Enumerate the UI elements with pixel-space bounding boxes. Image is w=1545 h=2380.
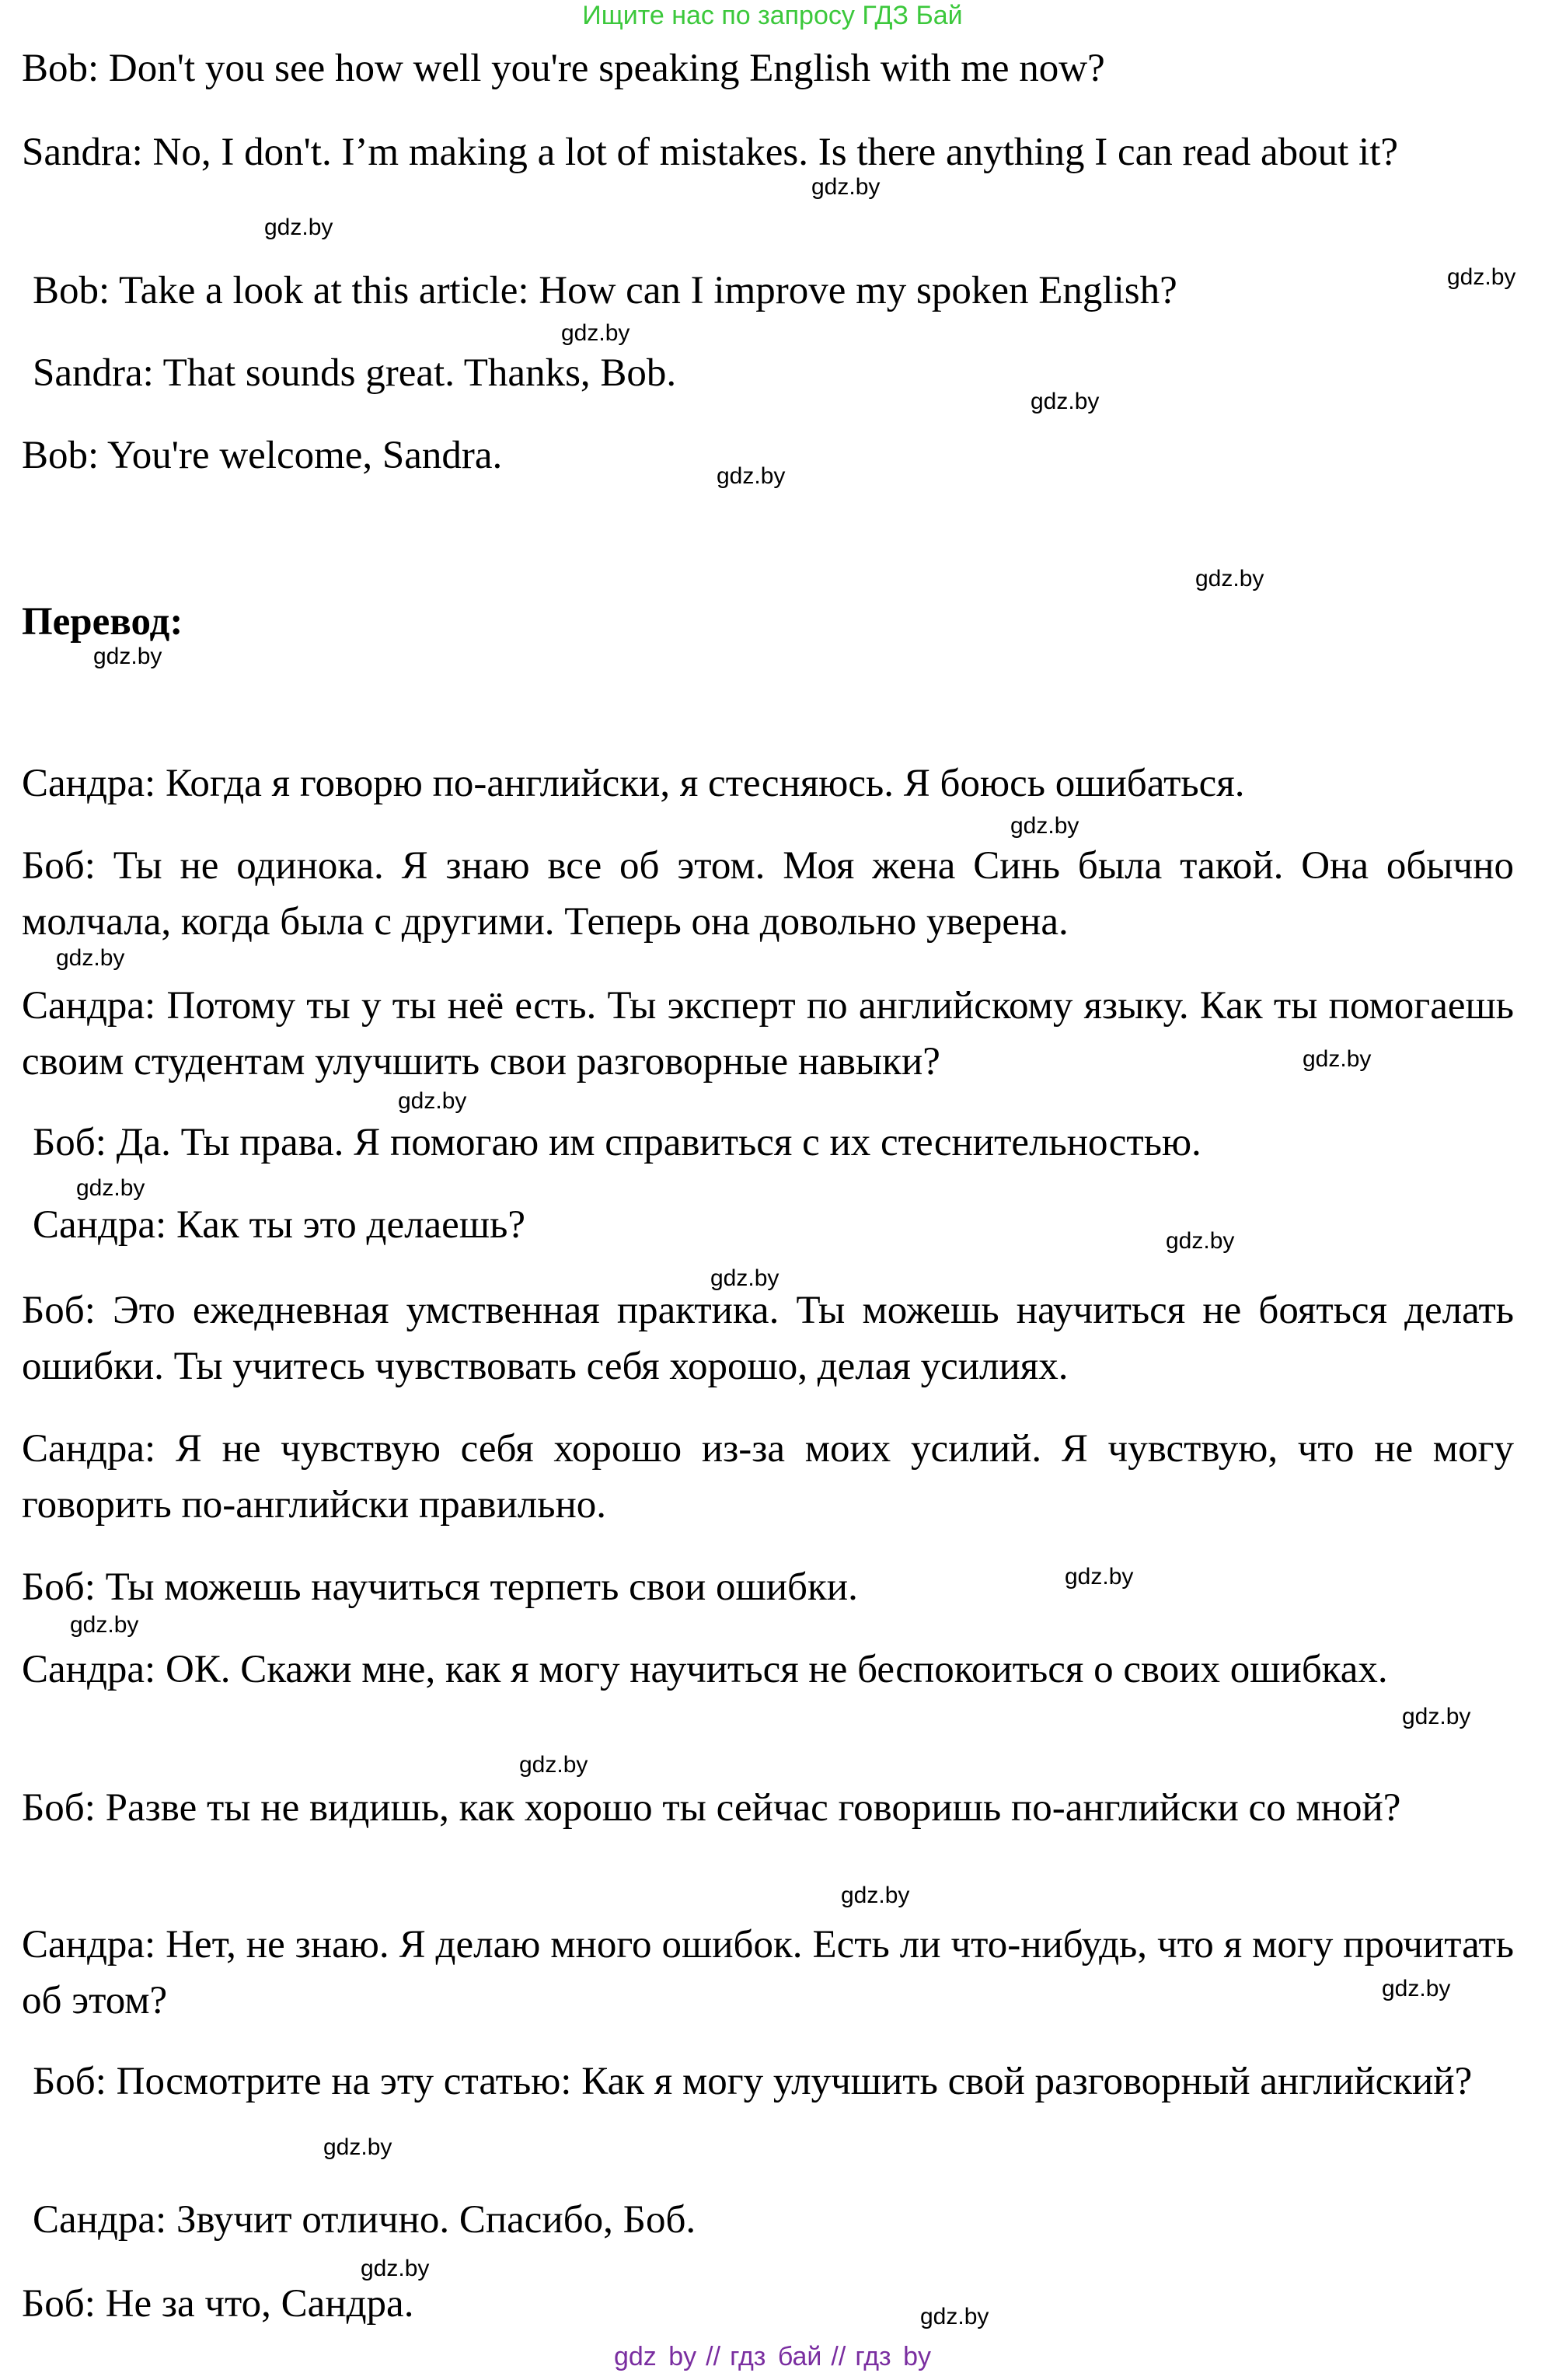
section-heading: Перевод: <box>22 600 183 644</box>
watermark: gdz.by <box>1402 1704 1471 1729</box>
translation-line: Боб: Да. Ты права. Я помогаю им справиться с их стеснительностью. <box>33 1121 1201 1164</box>
translation-line: Сандра: ОК. Скажи мне, как я могу научиться не беспокоиться о своих ошибках. <box>22 1648 1388 1691</box>
footer-separator: // <box>706 2342 721 2371</box>
dialogue-line: Bob: Don't you see how well you're speaking English with me now? <box>22 47 1105 90</box>
watermark: gdz.by <box>1065 1564 1134 1590</box>
watermark: gdz.by <box>561 320 630 346</box>
translation-line: Боб: Ты не одинока. Я знаю все об этом. Моя жена Синь была такой. Она обычно молчала, когда была с другими. Теперь она довольно уверена. <box>22 844 1514 944</box>
footer-link[interactable]: гдз by <box>855 2342 931 2371</box>
dialogue-line: Sandra: That sounds great. Thanks, Bob. <box>33 351 677 395</box>
footer-link[interactable]: gdz by <box>613 2342 697 2371</box>
footer-link[interactable]: гдз бай <box>730 2342 822 2371</box>
translation-line: Сандра: Звучит отлично. Спасибо, Боб. <box>33 2198 696 2242</box>
watermark: gdz.by <box>93 644 162 669</box>
watermark: gdz.by <box>398 1088 467 1114</box>
translation-line: Сандра: Потому ты у ты неё есть. Ты эксперт по английскому языку. Как ты помогаешь своим студентам улучшить свои разговорные навыки? <box>22 984 1514 1084</box>
watermark: gdz.by <box>1303 1046 1372 1072</box>
dialogue-line: Bob: You're welcome, Sandra. <box>22 434 503 477</box>
watermark: gdz.by <box>361 2256 430 2281</box>
translation-line: Сандра: Я не чувствую себя хорошо из-за моих усилий. Я чувствую, что не могу говорить по-английски правильно. <box>22 1427 1514 1527</box>
translation-line: Боб: Ты можешь научиться терпеть свои ошибки. <box>22 1565 858 1609</box>
watermark: gdz.by <box>717 463 786 489</box>
watermark: gdz.by <box>76 1175 145 1201</box>
watermark: gdz.by <box>1010 813 1079 839</box>
translation-line: Боб: Не за что, Сандра. <box>22 2282 414 2326</box>
watermark: gdz.by <box>1166 1228 1235 1254</box>
watermark: gdz.by <box>1382 1976 1451 2001</box>
watermark: gdz.by <box>1031 389 1100 414</box>
watermark: gdz.by <box>519 1752 588 1778</box>
watermark: gdz.by <box>1195 566 1264 592</box>
watermark: gdz.by <box>841 1883 910 1908</box>
watermark: gdz.by <box>264 215 333 240</box>
dialogue-line: Bob: Take a look at this article: How can I improve my spoken English? <box>33 269 1177 312</box>
translation-line: Сандра: Когда я говорю по-английски, я стесняюсь. Я боюсь ошибаться. <box>22 762 1245 805</box>
footer-links <box>0 2341 1545 2372</box>
translation-line: Сандра: Как ты это делаешь? <box>33 1203 525 1247</box>
watermark: gdz.by <box>323 2134 392 2160</box>
watermark: gdz.by <box>1447 264 1516 290</box>
dialogue-line: Sandra: No, I don't. I’m making a lot of mistakes. Is there anything I can read about it? <box>22 131 1399 174</box>
watermark: gdz.by <box>710 1265 779 1291</box>
top-banner: Ищите нас по запросу ГДЗ Бай <box>582 1 963 30</box>
translation-line: Боб: Разве ты не видишь, как хорошо ты сейчас говоришь по-английски со мной? <box>22 1786 1401 1830</box>
watermark: gdz.by <box>56 945 125 971</box>
footer-separator: // <box>831 2342 846 2371</box>
translation-line: Боб: Посмотрите на эту статью: Как я могу улучшить свой разговорный английский? <box>33 2060 1473 2103</box>
watermark: gdz.by <box>811 174 881 200</box>
translation-line: Боб: Это ежедневная умственная практика. Ты можешь научиться не бояться делать ошибки. Ты учитесь чувствовать себя хорошо, делая усилиях. <box>22 1289 1514 1388</box>
watermark: gdz.by <box>70 1612 139 1638</box>
translation-line: Сандра: Нет, не знаю. Я делаю много ошибок. Есть ли что-нибудь, что я могу прочитать об этом? <box>22 1923 1514 2022</box>
watermark: gdz.by <box>920 2304 989 2329</box>
